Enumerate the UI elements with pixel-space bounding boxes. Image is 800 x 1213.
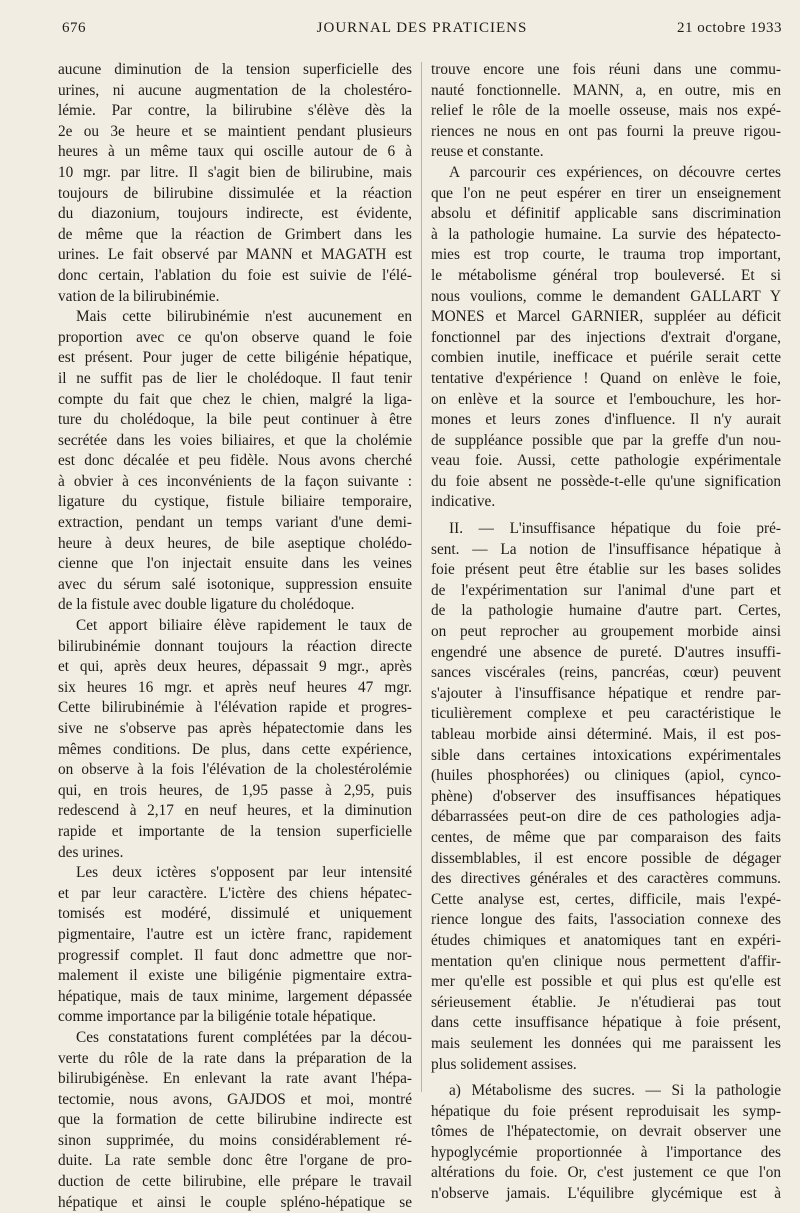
- text-line: du foie absent ne possède-t-elle qu'une signification: [431, 472, 781, 490]
- left-column: [58, 60, 412, 1213]
- text-line: de la pathologie humaine d'autre part. Certes,: [431, 602, 781, 620]
- text-line: verte du rôle de la rate dans la préparation de la: [58, 1049, 412, 1067]
- text-line: toujours de bilirubine dissimulée et la réaction: [58, 184, 412, 202]
- text-line: études chimiques et anatomiques tant en expéri-: [431, 931, 781, 949]
- text-line: tentative d'expérience ! Quand on enlève le foie,: [431, 369, 781, 387]
- text-line: à la pathologie humaine. La survie des hépatecto-: [431, 225, 781, 243]
- text-line: cienne que l'on injectait ensuite dans les veines: [58, 555, 412, 573]
- text-line: rapide et importante de la tension superficielle: [58, 822, 412, 840]
- text-line: dans cette insuffisance hépatique à foie présent,: [431, 1014, 781, 1032]
- text-line: à obvier à ces inconvénients de la façon suivante :: [58, 472, 412, 490]
- text-line: relief le rôle de la moelle osseuse, mais nos expé-: [431, 102, 781, 120]
- text-line: combien inutile, inefficace et puérile serait cette: [431, 349, 781, 367]
- text-line: débarrassées peut-on dire de ces pathologies adja-: [431, 808, 781, 826]
- text-line: absolu et définitif applicable sans discrimination: [431, 205, 781, 223]
- text-line: aucune diminution de la tension superficielle des: [58, 61, 412, 78]
- text-line: mies est trop courte, le trauma trop important,: [431, 246, 781, 264]
- issue-date: 21 octobre 1933: [677, 20, 782, 36]
- text-line: indicative.: [431, 493, 496, 511]
- text-line: Ces constatations furent complétées par la décou-: [76, 1028, 412, 1046]
- text-line: secrétée dans les voies biliaires, et que la cholémie: [58, 431, 412, 449]
- running-header: [62, 20, 782, 40]
- text-line: 2e ou 3e heure et se maintient pendant plusieurs: [58, 122, 412, 140]
- text-line: Cette analyse est, certes, difficile, mais l'expé-: [431, 890, 781, 908]
- text-line: Les deux ictères s'opposent par leur intensité: [76, 864, 412, 882]
- text-line: pigmentaire, l'autre est un ictère franc, rapidement: [58, 925, 412, 943]
- text-line: que l'on ne peut espérer en tirer un enseignement: [431, 184, 781, 202]
- text-line: dissemblables, il est encore possible de dégager: [431, 849, 781, 867]
- text-line: foie présent peut être établie sur les bases solides: [431, 561, 781, 579]
- text-line: compte du fait que chez le chien, malgré la liga-: [58, 390, 412, 408]
- text-line: tomisés est modéré, dissimulé et uniquement: [58, 905, 412, 923]
- page-number: 676: [62, 20, 86, 36]
- text-line: nauté fonctionnelle. MANN, a, en outre, mis en: [431, 81, 781, 99]
- text-line: on peut reprocher au groupement morbide ainsi: [431, 623, 781, 641]
- text-line: trouve encore une fois réuni dans une commu-: [431, 61, 781, 78]
- text-line: urines. Le fait observé par MANN et MAGATH est: [58, 246, 412, 264]
- text-line: 10 mgr. par litre. Il s'agit bien de bilirubine, mais: [58, 163, 412, 181]
- text-line: mais seulement les données qui me paraissent les: [431, 1034, 781, 1052]
- text-line: ture du cholédoque, la bile peut continuer à être: [58, 411, 412, 429]
- text-line: Cette bilirubinémie à l'élévation rapide et progres-: [58, 699, 412, 717]
- text-line: six heures 16 mgr. et après neuf heures 47 mgr.: [58, 678, 412, 696]
- text-line: qui, en trois heures, de 1,95 passe à 2,95, puis: [58, 781, 412, 799]
- text-line: tectomie, nous avons, GAJDOS et moi, montré: [58, 1090, 412, 1108]
- text-line: duite. La rate semble donc être l'organe de pro-: [58, 1152, 412, 1170]
- text-line: Cet apport biliaire élève rapidement le taux de: [76, 617, 412, 635]
- text-line: de la fistule avec double ligature du cholédoque.: [58, 596, 355, 614]
- text-line: donc certain, l'ablation du foie est suivie de l'élé-: [58, 266, 412, 284]
- text-line: hépatique, mais de taux minime, largement dépassée: [58, 987, 412, 1005]
- right-column: [431, 60, 781, 1205]
- text-line: sinon supprimée, du moins considérablement ré-: [58, 1131, 412, 1149]
- text-line: A parcourir ces expériences, on découvre certes: [449, 163, 781, 181]
- text-line: heure à deux heures, de bile aseptique cholédo-: [58, 534, 412, 552]
- text-line: nous voulions, comme le demandent GALLART Y: [431, 287, 781, 305]
- text-line: mentation qu'en clinique nous permettent d'affir-: [431, 952, 781, 970]
- text-line: on enlève et la source et l'embouchure, les hor-: [431, 390, 781, 408]
- text-line: bilirubigénèse. En enlevant la rate avant l'hépa-: [58, 1070, 412, 1088]
- text-line: n'observe jamais. L'équilibre glycémique est à: [431, 1185, 781, 1203]
- journal-title: JOURNAL DES PRATICIENS: [316, 20, 528, 36]
- text-line: ticulièrement complexe et peu caractéristique le: [431, 705, 781, 723]
- text-line: sible dans certaines intoxications expérimentales: [431, 746, 781, 764]
- text-line: on observe à la fois l'élévation de la cholestérolémie: [58, 761, 412, 779]
- text-line: MONES et Marcel GARNIER, suppléer au déficit: [431, 308, 781, 326]
- text-line: (huiles phosphorées) ou cliniques (apiol, cynco-: [431, 767, 781, 785]
- text-line: de suppléance possible que par la greffe d'un nou-: [431, 431, 781, 449]
- text-line: ligature du cystique, fistule biliaire temporaire,: [58, 493, 412, 511]
- text-line: des urines.: [58, 843, 124, 861]
- text-line: mêmes conditions. De plus, dans cette expérience,: [58, 740, 412, 758]
- text-line: hépatique du foie présent reproduisait les symp-: [431, 1102, 781, 1120]
- text-line: sérieusement établie. Je n'étudierai pas tout: [431, 993, 781, 1011]
- text-line: fonctionnel par des injections d'extrait d'organe,: [431, 328, 781, 346]
- text-line: est donc décalée et peu fidèle. Nous avons cherché: [58, 452, 412, 470]
- text-line: reuse et constante.: [431, 143, 544, 161]
- text-line: malement il existe une biligénie pigmentaire extra-: [58, 967, 412, 985]
- text-line: urines, ni aucune augmentation de la cholestéro-: [58, 81, 412, 99]
- text-line: de l'expérimentation sur l'animal d'une part et: [431, 581, 781, 599]
- text-line: sive ne s'observe pas après hépatectomie dans les: [58, 720, 412, 737]
- text-line: engendré une absence de pureté. D'autres insuffi-: [431, 643, 781, 661]
- text-line: centes, de même que par comparaison des faits: [431, 828, 781, 846]
- text-line: mer qu'elle est possible et qui plus est qu'elle est: [431, 973, 781, 991]
- text-line: proportion avec ce qu'on observe quand le foie: [58, 328, 412, 346]
- text-line: s'ajouter à l'insuffisance hépatique et rendre par-: [431, 684, 781, 702]
- text-line: du diazonium, toujours indirecte, est évidente,: [58, 205, 412, 223]
- text-line: bilirubinémie donnant toujours la réaction directe: [58, 637, 412, 655]
- text-line: et par leur caractère. L'ictère des chiens hépatec-: [58, 884, 412, 902]
- text-line: mones et leurs zones d'influence. Il n'y aurait: [431, 411, 781, 429]
- text-line: sent. — La notion de l'insuffisance hépatique à: [431, 540, 781, 558]
- text-line: est présent. Pour juger de cette biligénie hépatique,: [58, 349, 412, 367]
- text-line: que la formation de cette bilirubine indirecte est: [58, 1111, 412, 1129]
- text-line: des directives générales et des caractères communs.: [431, 870, 781, 888]
- text-line: heures à un même taux qui oscille autour de 6 à: [58, 143, 412, 161]
- text-line: redescend à 2,17 en neuf heures, et la diminution: [58, 802, 412, 820]
- text-line: lémie. Par contre, la bilirubine s'élève dès la: [58, 102, 412, 120]
- text-line: phène) d'observer des insuffisances hépatiques: [431, 787, 781, 805]
- text-line: et qui, après deux heures, dépassait 9 mgr., après: [58, 658, 412, 676]
- text-line: il ne suffit pas de lier le cholédoque. Il faut tenir: [58, 369, 412, 387]
- text-line: extraction, pendant un temps variant d'une demi-: [58, 514, 412, 532]
- text-line: de même que la réaction de Grimbert dans les: [58, 225, 412, 243]
- text-line: hypoglycémie proportionnée à l'importance des: [431, 1143, 781, 1161]
- text-line: tableau morbide ainsi déterminé. Mais, il est pos-: [431, 726, 781, 743]
- text-line: le métabolisme général trop bouleversé. Et si: [431, 266, 781, 284]
- text-line: rience longue des faits, l'association connexe des: [431, 911, 781, 929]
- text-line: plus solidement assises.: [431, 1055, 577, 1073]
- text-line: duction de cette bilirubine, elle prépare le travail: [58, 1173, 412, 1191]
- text-line: vation de la bilirubinémie.: [58, 287, 220, 305]
- text-line: avec du sérum salé isotonique, suppression ensuite: [58, 575, 412, 593]
- text-line: progressif complet. Il faut donc admettre que nor-: [58, 946, 412, 964]
- text-line: veau foie. Aussi, cette pathologie expérimentale: [431, 452, 781, 470]
- text-line: Mais cette bilirubinémie n'est aucunement en: [76, 308, 412, 326]
- column-divider: [421, 62, 422, 1092]
- text-line: II. — L'insuffisance hépatique du foie pré-: [449, 520, 781, 538]
- text-line: a) Métabolisme des sucres. — Si la pathologie: [449, 1082, 781, 1100]
- text-line: altérations du foie. Or, c'est justement ce que l'on: [431, 1164, 781, 1182]
- text-line: comme importance par la biligénie totale hépatique.: [58, 1008, 377, 1026]
- text-line: tômes de l'hépatectomie, on devrait observer une: [431, 1123, 781, 1141]
- text-line: sances viscérales (reins, pancréas, cœur) peuvent: [431, 664, 781, 682]
- text-line: riences ne nous en ont pas fourni la preuve rigou-: [431, 122, 781, 140]
- text-line: hépatique et ainsi le couple spléno-hépatique se: [58, 1193, 412, 1211]
